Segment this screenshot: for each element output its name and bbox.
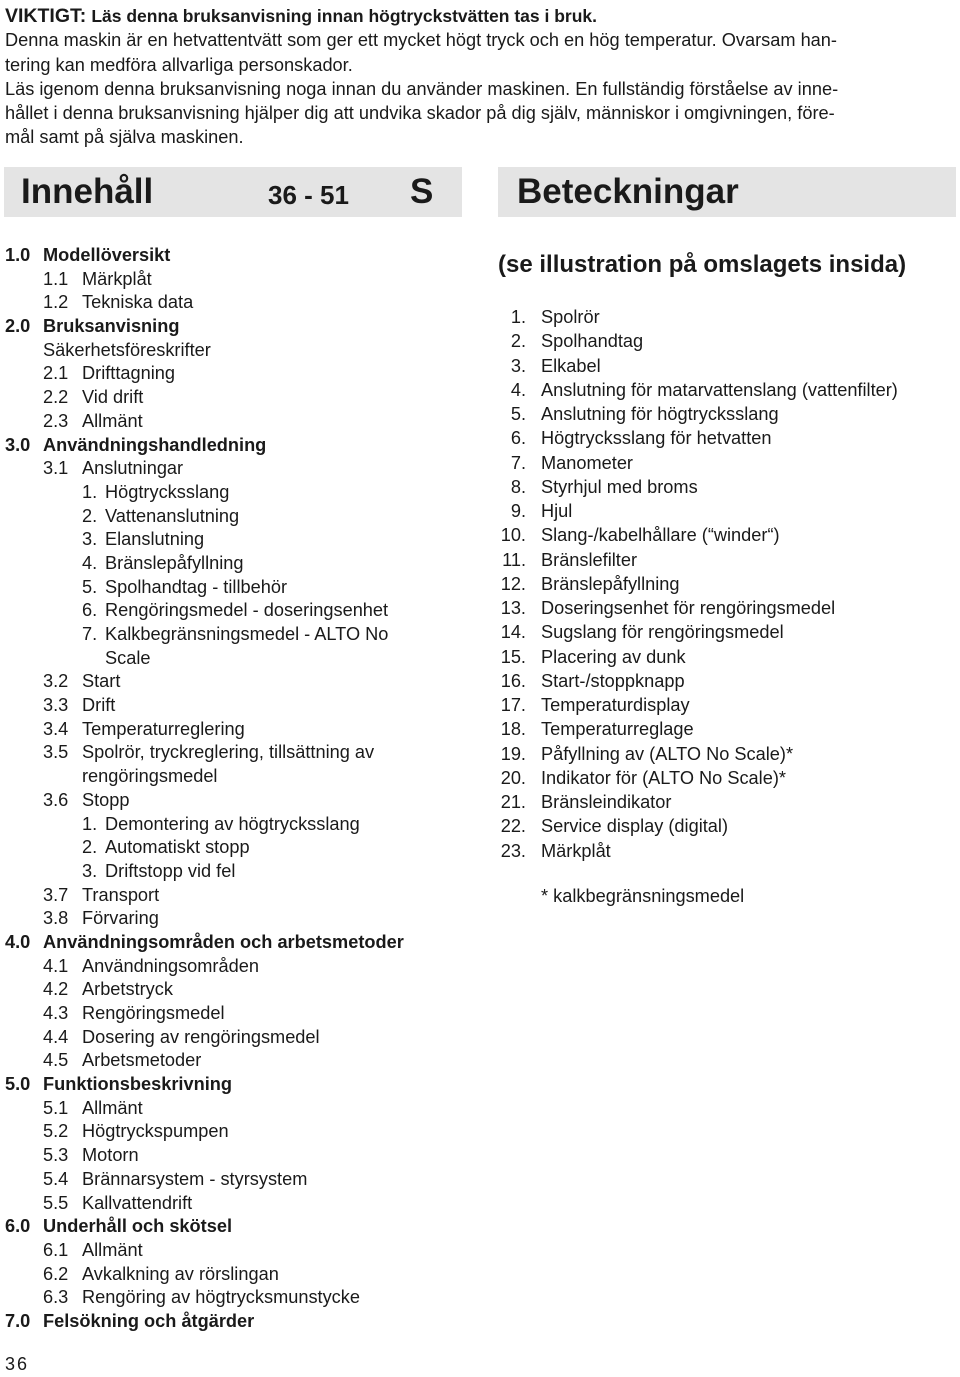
toc-item-label: Vid drift — [82, 387, 144, 408]
toc-item-label: Automatiskt stopp — [105, 837, 250, 858]
legend-item — [498, 523, 958, 547]
legend-item-label: Start-/stoppknapp — [541, 670, 685, 691]
legend-item — [498, 790, 958, 814]
toc-item-number: 2.1 — [43, 363, 69, 384]
toc-item — [5, 528, 475, 552]
contents-header — [4, 167, 462, 217]
toc-item — [5, 955, 475, 979]
legend-item-label: Påfyllning av (ALTO No Scale)* — [541, 743, 794, 764]
toc-item-number: 5.0 — [5, 1074, 31, 1095]
toc-item — [5, 836, 475, 860]
notice-line: hållet i denna bruksanvisning hjälper dig att undvika skador på dig själv, människor i omgivningen, före- — [5, 103, 835, 124]
toc-item-label: Tekniska data — [82, 292, 194, 313]
legend-item — [498, 548, 958, 572]
legend-item — [498, 402, 958, 426]
legend-item-number: 4. — [510, 379, 526, 400]
toc-item-number: 4.3 — [43, 1003, 69, 1023]
toc-item-label: Anslutningar — [82, 458, 184, 479]
toc-item — [5, 884, 475, 908]
legend-item-label: Bränslefilter — [541, 549, 638, 570]
legend-item-number: 8. — [510, 476, 526, 497]
toc-item — [5, 1144, 475, 1168]
toc-item-number: 4.1 — [43, 955, 69, 976]
toc-item — [5, 315, 475, 339]
legend-item-label: Märkplåt — [541, 840, 611, 861]
legend-item — [498, 717, 958, 741]
legend-item-number: 22. — [500, 816, 526, 837]
legend-item — [498, 499, 958, 523]
legend-item-label: Högtrycksslang för hetvatten — [541, 428, 772, 449]
toc-item-number: 4.5 — [43, 1050, 69, 1071]
legend-item-number: 17. — [500, 695, 526, 715]
toc-item-label: Rengöringsmedel — [82, 1003, 225, 1023]
toc-item-label: Avkalkning av rörslingan — [82, 1263, 279, 1284]
toc-item — [5, 694, 475, 718]
toc-item — [5, 386, 475, 410]
legend-item-number: 10. — [500, 525, 526, 546]
toc-item — [5, 813, 475, 837]
toc-item — [5, 291, 475, 315]
toc-item — [5, 931, 475, 955]
legend-item-label: Manometer — [541, 452, 633, 473]
toc-item — [5, 1120, 475, 1144]
toc-item-label: Bruksanvisning — [43, 316, 180, 337]
toc-item-number: 1.2 — [43, 292, 69, 313]
notice-line: Läs igenom denna bruksanvisning noga innan du använder maskinen. En fullständig förståelse av inne- — [5, 78, 839, 99]
toc-item-number: 1.0 — [5, 245, 31, 265]
legend-item-number: 20. — [500, 767, 526, 788]
toc-item — [5, 505, 475, 529]
toc-item — [5, 576, 475, 600]
legend-item — [498, 645, 958, 669]
toc-item — [5, 670, 475, 694]
toc-item-label: rengöringsmedel — [82, 766, 218, 787]
toc-item-number: 2.2 — [43, 387, 69, 408]
legend-item — [498, 766, 958, 790]
legend-item — [498, 839, 958, 863]
toc-item-number: 4. — [82, 552, 98, 573]
legend-item-label: Placering av dunk — [541, 646, 686, 667]
toc-item-number: 3.5 — [43, 742, 69, 763]
toc-item-label: Dosering av rengöringsmedel — [82, 1026, 320, 1047]
toc-item-label: Användningsområden och arbetsmetoder — [43, 931, 404, 952]
legend-item-number: 23. — [500, 840, 526, 861]
toc-item-number: 2. — [82, 505, 98, 526]
toc-item-label: Start — [82, 671, 121, 692]
toc-item — [5, 741, 475, 765]
toc-item-number: 3.8 — [43, 908, 69, 929]
legend-item-number: 6. — [510, 428, 526, 449]
legend-item-label: Styrhjul med broms — [541, 476, 698, 497]
toc-item — [5, 1215, 475, 1239]
toc-item — [5, 457, 475, 481]
legend-item-label: Hjul — [541, 501, 573, 521]
legend-item — [498, 426, 958, 450]
legend-item-label: Sugslang för rengöringsmedel — [541, 622, 784, 643]
notice-lead: VIKTIGT: — [5, 5, 87, 27]
legend-item-label: Spolrör — [541, 307, 600, 327]
toc-item-number: 3.6 — [43, 789, 69, 810]
toc-item-label: Modellöversikt — [43, 245, 171, 265]
legend-item — [498, 451, 958, 475]
toc-item-label: Rengöringsmedel - doseringsenhet — [105, 600, 389, 621]
legend-item-number: 7. — [510, 452, 526, 473]
toc-item — [5, 1286, 475, 1310]
contents-title: Innehåll — [21, 172, 154, 211]
toc-item — [5, 1263, 475, 1287]
toc-item — [5, 647, 475, 671]
toc-item-label: Felsökning och åtgärder — [43, 1310, 255, 1331]
toc-item-label: Temperaturreglering — [82, 718, 245, 739]
toc-item-number: 1.1 — [43, 268, 69, 289]
toc-item-number: 1. — [82, 813, 98, 834]
toc-item — [5, 599, 475, 623]
legend-list — [498, 305, 958, 863]
legend-item — [498, 354, 958, 378]
toc-item — [5, 362, 475, 386]
toc-item-label: Rengöring av högtrycksmunstycke — [82, 1287, 360, 1308]
toc-item — [5, 907, 475, 931]
legend-item-number: 16. — [500, 670, 526, 691]
toc-item-number: 3.2 — [43, 671, 69, 692]
toc-item-label: Brännarsystem - styrsystem — [82, 1168, 308, 1189]
legend-item-label: Temperaturdisplay — [541, 695, 690, 715]
toc-item-label: Förvaring — [82, 908, 159, 929]
toc-item-label: Demontering av högtrycksslang — [105, 813, 360, 834]
toc-item — [5, 1097, 475, 1121]
toc-item-number: 5. — [82, 576, 98, 597]
toc-item-label: Högtryckspumpen — [82, 1121, 229, 1142]
toc-item — [5, 623, 475, 647]
toc-item-label: Motorn — [82, 1145, 139, 1166]
toc-item-number: 3.1 — [43, 458, 69, 479]
legend-item-number: 21. — [500, 792, 526, 812]
toc-item — [5, 1310, 475, 1334]
legend-header — [498, 167, 956, 217]
legend-subtitle: (se illustration på omslagets insida) — [498, 251, 907, 278]
legend-item-label: Anslutning för matarvattenslang (vattenfilter) — [541, 379, 898, 400]
legend-title: Beteckningar — [517, 172, 739, 211]
legend-item — [498, 475, 958, 499]
toc-item — [5, 339, 475, 363]
notice-line: Denna maskin är en hetvattentvätt som ger ett mycket högt tryck och en hög temperatur. Ovarsam han- — [5, 30, 837, 51]
language-code: S — [410, 172, 434, 211]
toc-item-number: 5.3 — [43, 1145, 69, 1166]
legend-item — [498, 305, 958, 329]
toc-item-label: Allmänt — [82, 410, 143, 431]
legend-item-label: Anslutning för högtrycksslang — [541, 404, 779, 424]
legend-item — [498, 596, 958, 620]
legend-item-label: Doseringsenhet för rengöringsmedel — [541, 598, 836, 618]
notice-lead-rest: Läs denna bruksanvisning innan högtryckstvätten tas i bruk. — [91, 6, 597, 26]
toc-item-number: 3.3 — [43, 695, 69, 716]
toc-item-number: 6. — [82, 600, 98, 621]
toc-item — [5, 434, 475, 458]
table-of-contents — [5, 244, 475, 1334]
page-number: 36 — [5, 1354, 30, 1374]
legend-item-number: 2. — [510, 331, 526, 352]
toc-item — [5, 1073, 475, 1097]
legend-item-label: Indikator för (ALTO No Scale)* — [541, 767, 786, 788]
toc-item — [5, 1049, 475, 1073]
toc-item-label: Allmänt — [82, 1239, 143, 1260]
toc-item-label: Märkplåt — [82, 268, 152, 289]
toc-item-number: 4.0 — [5, 931, 31, 952]
legend-item-label: Spolhandtag — [541, 331, 644, 352]
toc-item-number: 4.2 — [43, 979, 69, 1000]
legend-item — [498, 693, 958, 717]
toc-item-label: Drifttagning — [82, 363, 176, 384]
toc-item-number: 2.0 — [5, 316, 31, 337]
toc-item-number: 3.0 — [5, 434, 31, 455]
toc-item-label: Driftstopp vid fel — [105, 860, 236, 881]
toc-item-label: Elanslutning — [105, 529, 205, 550]
toc-item-number: 6.1 — [43, 1239, 69, 1260]
toc-item — [5, 1026, 475, 1050]
toc-item-label: Högtrycksslang — [105, 481, 230, 502]
toc-item — [5, 718, 475, 742]
toc-item — [5, 481, 475, 505]
toc-item-number: 3.7 — [43, 884, 69, 905]
notice-headline — [5, 4, 955, 28]
legend-item — [498, 742, 958, 766]
legend-item-label: Bränsleindikator — [541, 792, 672, 812]
toc-item — [5, 1239, 475, 1263]
legend-item-number: 5. — [510, 404, 526, 424]
toc-item-label: Vattenanslutning — [105, 505, 240, 526]
legend-item-number: 19. — [500, 743, 526, 764]
toc-item-label: Scale — [105, 647, 151, 668]
legend-item-number: 14. — [500, 622, 526, 643]
toc-item-label: Användningshandledning — [43, 434, 267, 455]
toc-item-label: Funktionsbeskrivning — [43, 1074, 232, 1095]
toc-item-label: Arbetsmetoder — [82, 1050, 202, 1071]
toc-item — [5, 268, 475, 292]
toc-item — [5, 1168, 475, 1192]
toc-item — [5, 860, 475, 884]
toc-item — [5, 244, 475, 268]
legend-item-number: 9. — [510, 501, 526, 521]
toc-item-number: 2.3 — [43, 410, 69, 431]
legend-item-label: Slang-/kabelhållare (“winder“) — [541, 525, 780, 546]
toc-item-number: 5.5 — [43, 1192, 69, 1213]
toc-item-label: Underhåll och skötsel — [43, 1216, 232, 1237]
toc-item-label: Spolrör, tryckreglering, tillsättning av — [82, 742, 375, 763]
toc-item-number: 3.4 — [43, 718, 69, 739]
legend-item-label: Service display (digital) — [541, 816, 728, 837]
toc-item-number: 3. — [82, 529, 98, 550]
toc-item-number: 2. — [82, 837, 98, 858]
toc-item-label: Säkerhetsföreskrifter — [43, 339, 211, 360]
important-notice — [5, 4, 955, 150]
legend-item-number: 11. — [502, 549, 526, 570]
toc-item-number: 6.0 — [5, 1216, 31, 1237]
toc-item-number: 5.1 — [43, 1097, 69, 1118]
toc-item-label: Stopp — [82, 789, 130, 810]
toc-item — [5, 978, 475, 1002]
legend-item-number: 12. — [500, 573, 526, 594]
toc-item — [5, 1192, 475, 1216]
legend-footnote: * kalkbegränsningsmedel — [541, 886, 745, 906]
toc-item-label: Allmänt — [82, 1097, 143, 1118]
legend-item — [498, 572, 958, 596]
toc-item-number: 1. — [82, 481, 98, 502]
toc-item-label: Användningsområden — [82, 955, 259, 976]
toc-item-number: 6.2 — [43, 1263, 69, 1284]
legend-item-number: 15. — [500, 646, 526, 667]
toc-item-number: 7. — [82, 624, 98, 644]
toc-item-label: Spolhandtag - tillbehör — [105, 576, 287, 597]
legend-item — [498, 669, 958, 693]
toc-item-label: Kallvattendrift — [82, 1192, 193, 1213]
toc-item-number: 3. — [82, 860, 98, 881]
legend-item — [498, 329, 958, 353]
legend-item — [498, 620, 958, 644]
toc-item-label: Drift — [82, 695, 116, 716]
legend-item-number: 3. — [510, 355, 526, 376]
toc-item-number: 4.4 — [43, 1026, 69, 1047]
toc-item — [5, 410, 475, 434]
legend-item — [498, 378, 958, 402]
toc-item-label: Kalkbegränsningsmedel - ALTO No — [105, 624, 389, 644]
legend-item-label: Temperaturreglage — [541, 719, 694, 740]
toc-item-number: 7.0 — [5, 1310, 31, 1331]
toc-item — [5, 765, 475, 789]
legend-item-number: 18. — [500, 719, 526, 740]
legend-item-number: 13. — [500, 598, 526, 618]
legend-item-label: Elkabel — [541, 355, 601, 376]
legend-item-label: Bränslepåfyllning — [541, 573, 680, 594]
toc-item — [5, 552, 475, 576]
toc-item — [5, 789, 475, 813]
notice-line: mål samt på själva maskinen. — [5, 127, 244, 148]
toc-item-number: 5.2 — [43, 1121, 69, 1142]
notice-line: tering kan medföra allvarliga personskador. — [5, 54, 353, 75]
contents-page-range: 36 - 51 — [268, 180, 349, 210]
toc-item-label: Arbetstryck — [82, 979, 173, 1000]
toc-item-label: Bränslepåfyllning — [105, 552, 244, 573]
toc-item-number: 6.3 — [43, 1287, 69, 1308]
legend-item-number: 1. — [510, 307, 526, 327]
toc-item — [5, 1002, 475, 1026]
toc-item-label: Transport — [82, 884, 160, 905]
toc-item-number: 5.4 — [43, 1168, 69, 1189]
legend-item — [498, 814, 958, 838]
